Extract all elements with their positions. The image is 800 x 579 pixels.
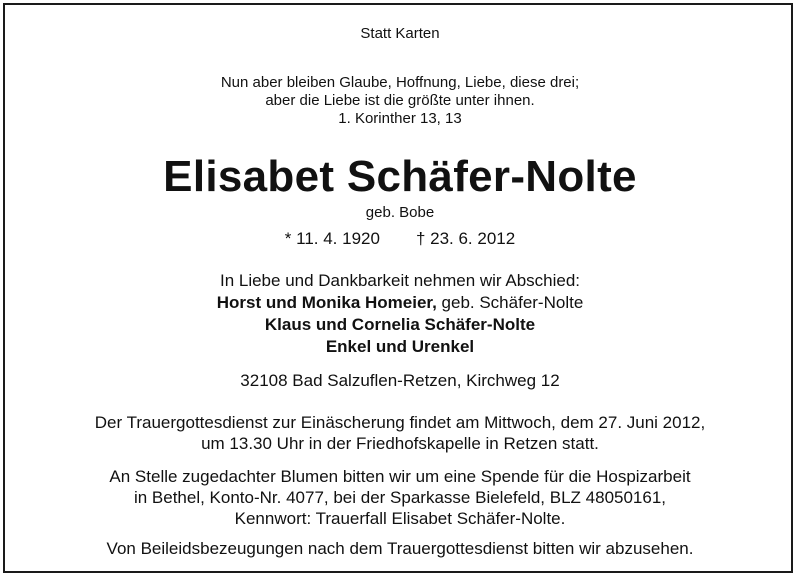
donation-line-2: in Bethel, Konto-Nr. 4077, bei der Sparkasse Bielefeld, BLZ 48050161, bbox=[133, 488, 667, 507]
death-date: † 23. 6. 2012 bbox=[415, 229, 516, 248]
address: 32108 Bad Salzuflen-Retzen, Kirchweg 12 bbox=[240, 371, 560, 390]
mourner-maiden-name: geb. Schäfer-Nolte bbox=[436, 293, 584, 312]
birth-name: geb. Bobe bbox=[365, 204, 435, 221]
deceased-name: Elisabet Schäfer-Nolte bbox=[163, 152, 637, 201]
verse-line-1: Nun aber bleiben Glaube, Hoffnung, Liebe, diese drei; bbox=[220, 74, 580, 91]
header-text: Statt Karten bbox=[360, 25, 440, 42]
closing-line: Von Beileidsbezeugungen nach dem Trauergottesdienst bitten wir abzusehen. bbox=[106, 539, 694, 558]
verse-line-2: aber die Liebe ist die größte unter ihnen. bbox=[265, 92, 535, 109]
mourner-names-1: Horst und Monika Homeier, bbox=[216, 293, 437, 312]
verse-reference: 1. Korinther 13, 13 bbox=[338, 110, 462, 127]
service-line-1: Der Trauergottesdienst zur Einäscherung findet am Mittwoch, dem 27. Juni 2012, bbox=[94, 413, 706, 432]
mourner-line-2: Klaus und Cornelia Schäfer-Nolte bbox=[264, 315, 536, 334]
mourner-line-1 bbox=[0, 292, 800, 313]
birth-date: * 11. 4. 1920 bbox=[284, 229, 380, 248]
life-dates bbox=[0, 228, 800, 249]
donation-line-3: Kennwort: Trauerfall Elisabet Schäfer-Nolte. bbox=[234, 509, 566, 528]
service-line-2: um 13.30 Uhr in der Friedhofskapelle in Retzen statt. bbox=[201, 434, 599, 453]
mourner-line-3: Enkel und Urenkel bbox=[325, 337, 475, 356]
farewell-line: In Liebe und Dankbarkeit nehmen wir Abschied: bbox=[219, 271, 581, 290]
donation-line-1: An Stelle zugedachter Blumen bitten wir um eine Spende für die Hospizarbeit bbox=[109, 467, 691, 486]
